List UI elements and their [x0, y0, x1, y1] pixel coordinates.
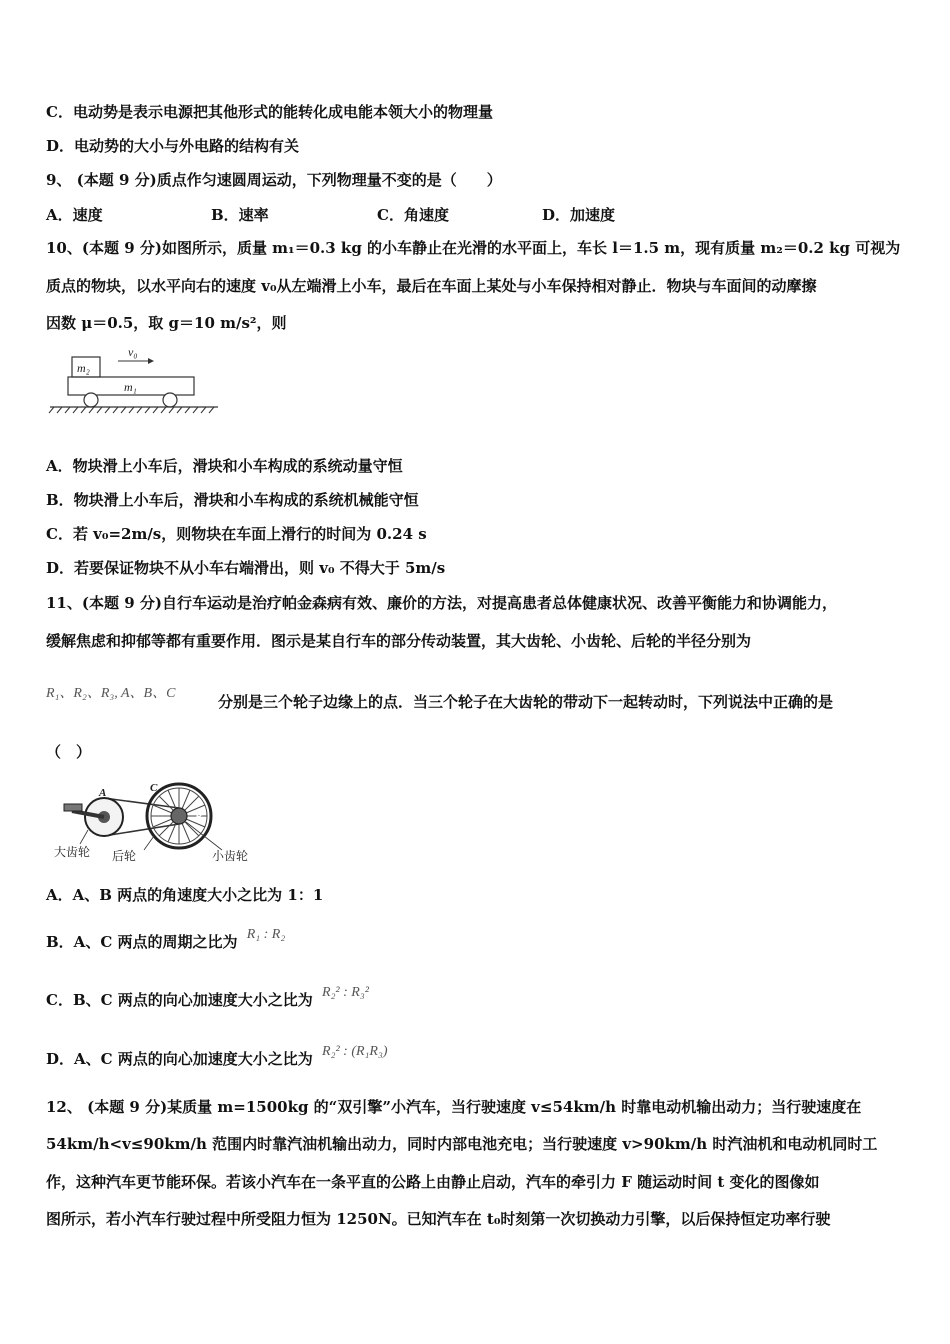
caption-small-gear: 小齿轮: [212, 849, 249, 863]
q10-option-c: C．若 v₀=2m/s，则物块在车面上滑行的时间为 0.24 s: [46, 525, 427, 543]
q9-options: [46, 204, 906, 224]
ground-hatch: [49, 407, 214, 413]
q11-option-a: A．A、B 两点的角速度大小之比为 1：1: [46, 886, 324, 904]
velocity-arrowhead: [148, 358, 154, 364]
q12-stem-line2: 54km/h<v≤90km/h 范围内时靠汽油机输出动力，同时内部电池充电；当行驶速度 v>90km/h 时汽油机和电动机同时工: [46, 1135, 878, 1153]
pedal: [64, 804, 82, 811]
q9-option-b: B．速率: [211, 206, 269, 224]
q11-stem-line3: 分别是三个轮子边缘上的点．当三个轮子在大齿轮的带动下一起转动时，下列说法中正确的是: [218, 693, 834, 711]
q9-option-d: D．加速度: [542, 206, 616, 224]
q10-option-d: D．若要保证物块不从小车右端滑出，则 v₀ 不得大于 5m/s: [46, 559, 446, 577]
q8-option-c: C．电动势是表示电源把其他形式的能转化成电能本领大小的物理量: [46, 103, 493, 121]
point-c-label: C: [150, 782, 158, 794]
q11-option-b-row: [46, 927, 906, 954]
q12-stem-line4: 图所示，若小汽车行驶过程中所受阻力恒为 1250N。已知汽车在 t₀时刻第一次切换动力引擎，以后保持恒定功率行驶: [46, 1210, 831, 1228]
caption-rear-wheel: 后轮: [112, 849, 137, 863]
bicycle-transmission-figure: [54, 778, 260, 864]
cart-wheel-right: [163, 393, 177, 407]
small-gear: [171, 808, 187, 824]
point-b-label: B: [195, 811, 203, 823]
q11-symbols: R₁、R₂、R₃, A、B、C: [46, 686, 176, 701]
q10-option-b: B．物块滑上小车后，滑块和小车构成的系统机械能守恒: [46, 491, 419, 509]
q12-stem-line3: 作，这种汽车更节能环保。若该小汽车在一条平直的公路上由静止启动，汽车的牵引力 F 随运动时间 t 变化的图像如: [46, 1173, 820, 1191]
velocity-label: v₀: [128, 345, 138, 359]
leader-rear-wheel: [144, 836, 154, 850]
q11-option-b: B．A、C 两点的周期之比为: [46, 933, 238, 951]
q11-option-b-math: R₁ : R₂: [246, 927, 286, 942]
leader-big-gear: [80, 830, 88, 844]
q11-stem-line4: （ ）: [46, 743, 92, 761]
q10-stem-line3: 因数 μ＝0.5，取 g＝10 m/s²，则: [46, 314, 287, 332]
q11-option-c-row: [46, 985, 906, 1012]
q9-option-a: A．速度: [46, 206, 103, 224]
q11-stem-line2: 缓解焦虑和抑郁等都有重要作用．图示是某自行车的部分传动装置，其大齿轮、小齿轮、后轮的半径分别为: [46, 632, 752, 650]
q9-option-c: C．角速度: [377, 206, 449, 224]
q11-option-d-math: R₂² : (R₁R₃): [322, 1044, 388, 1059]
q11-option-c-math: R₂² : R₃²: [322, 985, 369, 1000]
q10-option-a: A．物块滑上小车后，滑块和小车构成的系统动量守恒: [46, 457, 403, 475]
q11-option-d-row: [46, 1044, 906, 1071]
q10-stem-line1: 10、(本题 9 分)如图所示，质量 m₁＝0.3 kg 的小车静止在光滑的水平面上，车长 l＝1.5 m，现有质量 m₂＝0.2 kg 可视为: [46, 239, 901, 257]
block-m2-label: m₂: [77, 361, 90, 375]
q10-stem-line2: 质点的物块，以水平向右的速度 v₀从左端滑上小车，最后在车面上某处与小车保持相对静止．物块与车面间的动摩擦: [46, 277, 817, 295]
q11-option-d: D．A、C 两点的向心加速度大小之比为: [46, 1050, 313, 1068]
cart-m1-label: m₁: [124, 380, 137, 394]
q9-stem: 9、 (本题 9 分)质点作匀速圆周运动，下列物理量不变的是（ ）: [46, 171, 502, 189]
cart-block-figure: [46, 343, 224, 415]
caption-big-gear: 大齿轮: [54, 845, 91, 859]
point-a-label: A: [99, 787, 107, 799]
q11-stem-line1: 11、(本题 9 分)自行车运动是治疗帕金森病有效、廉价的方法，对提高患者总体健康状况、改善平衡能力和协调能力，: [46, 594, 837, 612]
q12-stem-line1: 12、 (本题 9 分)某质量 m=1500kg 的“双引擎”小汽车，当行驶速度 v≤54km/h 时靠电动机输出动力；当行驶速度在: [46, 1098, 862, 1116]
q11-option-c: C．B、C 两点的向心加速度大小之比为: [46, 991, 313, 1009]
q8-option-d: D．电动势的大小与外电路的结构有关: [46, 137, 300, 155]
cart-wheel-left: [84, 393, 98, 407]
